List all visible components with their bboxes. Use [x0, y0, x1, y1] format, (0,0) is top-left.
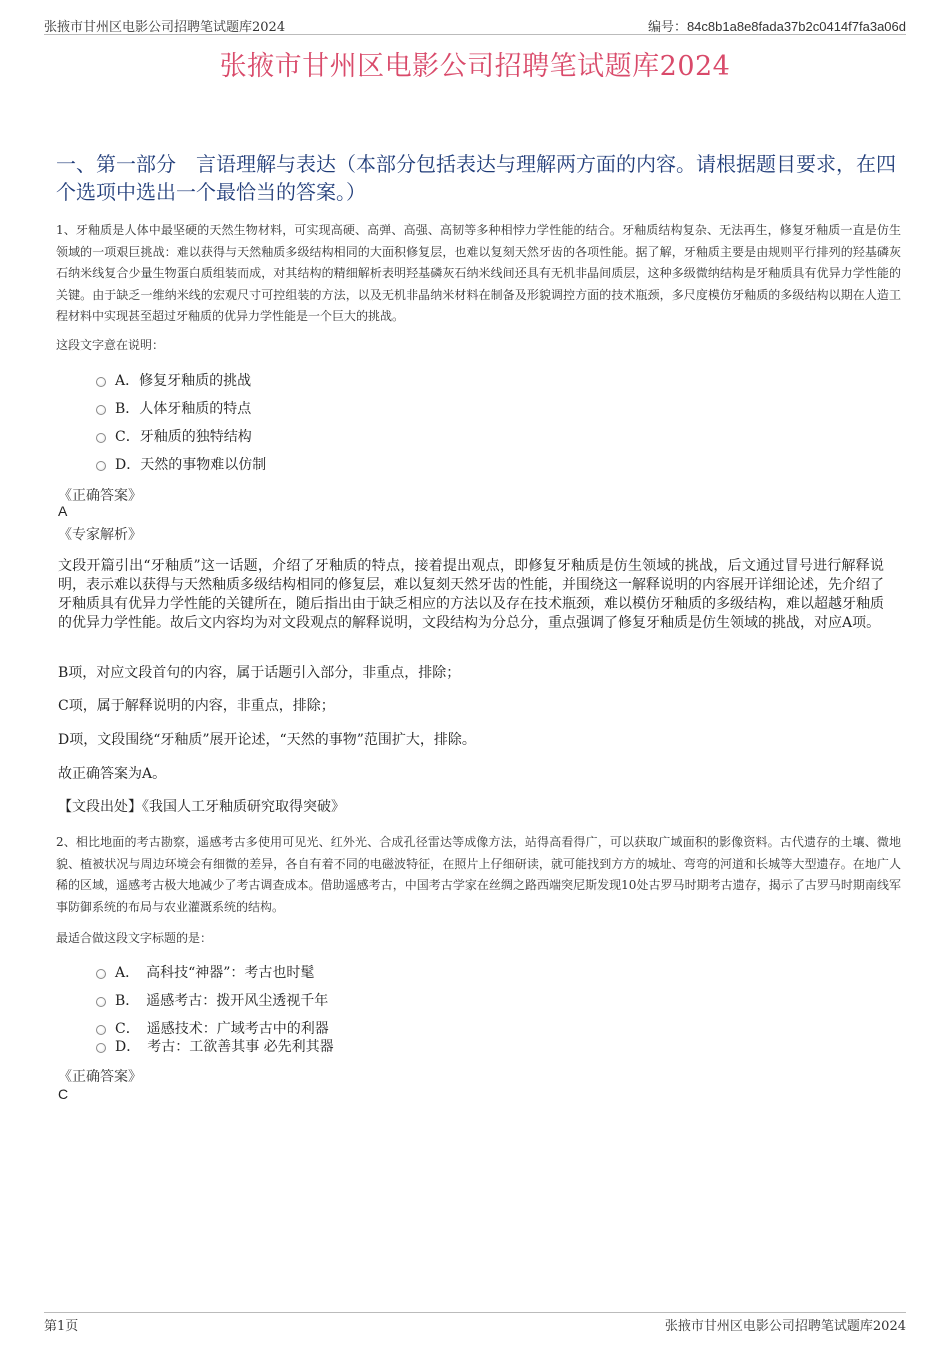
- q1-analysis-conclusion: 故正确答案为A。: [58, 766, 167, 782]
- q1-option-c[interactable]: [96, 426, 252, 446]
- q1-answer-value: A: [58, 503, 68, 519]
- question-1-prompt: 这段文字意在说明：: [56, 338, 165, 352]
- q1-option-b[interactable]: [96, 398, 251, 418]
- header-doc-name: 张掖市甘州区电影公司招聘笔试题库2024: [44, 20, 286, 35]
- page-footer: [44, 1312, 906, 1333]
- q1-option-d[interactable]: [96, 454, 266, 474]
- radio-button-icon[interactable]: [96, 1025, 106, 1035]
- q1-option-d-label: D．天然的事物难以仿制: [115, 457, 267, 473]
- question-2-prompt: 最适合做这段文字标题的是：: [56, 931, 213, 945]
- section-heading: 一、第一部分 言语理解与表达（本部分包括表达与理解两方面的内容。请根据题目要求，在四个选项中选出一个最恰当的答案。）: [56, 152, 896, 204]
- radio-button-icon[interactable]: [96, 377, 106, 387]
- radio-button-icon[interactable]: [96, 969, 106, 979]
- radio-button-icon[interactable]: [96, 433, 106, 443]
- radio-button-icon[interactable]: [96, 1043, 106, 1053]
- q2-answer-value: C: [58, 1086, 69, 1102]
- header-doc-id: 编号：84c8b1a8e8fada37b2c0414f7fa3a06d: [647, 19, 906, 34]
- radio-button-icon[interactable]: [96, 405, 106, 415]
- page-header: [44, 14, 906, 35]
- q2-option-d-label: D． 考古：工欲善其事 必先利其器: [115, 1039, 334, 1055]
- q1-analysis-c: C项，属于解释说明的内容，非重点，排除；: [58, 698, 335, 714]
- q2-option-d[interactable]: [96, 1036, 334, 1056]
- radio-button-icon[interactable]: [96, 997, 106, 1007]
- document-title: 张掖市甘州区电影公司招聘笔试题库2024: [219, 51, 731, 82]
- q2-option-a-label: A． 高科技“神器”：考古也时髦: [115, 965, 315, 981]
- q1-option-a-label: A．修复牙釉质的挑战: [115, 373, 252, 389]
- q1-analysis-b: B项，对应文段首句的内容，属于话题引入部分，非重点，排除；: [58, 665, 461, 681]
- q1-analysis-label: 《专家解析》: [58, 527, 142, 543]
- q1-answer-label: 《正确答案》: [58, 488, 142, 504]
- q2-option-c[interactable]: [96, 1018, 329, 1038]
- q1-option-c-label: C．牙釉质的独特结构: [115, 429, 252, 445]
- q2-option-c-label: C． 遥感技术：广域考古中的利器: [115, 1021, 329, 1037]
- q2-answer-label: 《正确答案》: [58, 1069, 142, 1085]
- q1-analysis-source: 【文段出处】《我国人工牙釉质研究取得突破》: [58, 799, 345, 815]
- question-2-text: 2、相比地面的考古勘察，遥感考古多使用可见光、红外光、合成孔径雷达等成像方法，站得高看得广，可以获取广域面积的影像资料。古代遗存的土壤、微地貌、植被状况与周边环境会有细微的差异，各自有着不同的电磁波特征，在照片上仔细研读，就可能找到方方的城址、弯弯的河道和长城等大型遗存。在地广人稀的区域，遥感考古极大地减少了考古调查成本。借助遥感考古，中国考古学家在丝绸之路西端突尼斯发现10处古罗马时期考古遗存，揭示了古罗马时期南线军事防御系统的布局与农业灌溉系统的结构。: [56, 835, 901, 914]
- q1-analysis-main: 文段开篇引出“牙釉质”这一话题，介绍了牙釉质的特点，接着提出观点，即修复牙釉质是仿生领域的挑战，后文通过冒号进行解释说明，表示难以获得与天然釉质多级结构相同的修复层，难以复刻天然牙齿的性能，并围绕这一解释说明的内容展开详细论述，先介绍了牙釉质具有优异力学性能的关键所在，随后指出由于缺乏相应的方法以及存在技术瓶颈，难以模仿牙釉质的多级结构，难以超越牙釉质的优异力学性能。故后文内容均为对文段观点的解释说明，文段结构为分总分，重点强调了修复牙釉质是仿生领域的挑战，对应A项。: [58, 558, 884, 631]
- q1-option-b-label: B．人体牙釉质的特点: [115, 401, 252, 417]
- footer-page-number: 第1页: [44, 1319, 79, 1334]
- question-1-text: 1、牙釉质是人体中最坚硬的天然生物材料，可实现高硬、高弹、高强、高韧等多种相悖力学性能的结合。牙釉质结构复杂、无法再生，修复牙釉质一直是仿生领域的一项艰巨挑战：难以获得与天然釉质多级结构相同的大面积修复层，也难以复刻天然牙齿的各项性能。据了解，牙釉质主要是由规则平行排列的羟基磷灰石纳米线复合少量生物蛋白质组装而成，对其结构的精细解析表明羟基磷灰石纳米线间还具有无机非晶间质层，这种多级微纳结构是牙釉质具有优异力学性能的关键。由于缺乏一维纳米线的宏观尺寸可控组装的方法，以及无机非晶纳米材料在制备及形貌调控方面的技术瓶颈，多尺度模仿牙釉质的多级结构以期在人造工程材料中实现甚至超过牙釉质的优异力学性能是一个巨大的挑战。: [56, 223, 901, 323]
- q2-option-a[interactable]: [96, 962, 314, 982]
- footer-doc-name: 张掖市甘州区电影公司招聘笔试题库2024: [664, 1319, 906, 1334]
- q2-option-b-label: B． 遥感考古：拨开风尘透视千年: [115, 993, 329, 1009]
- q1-option-a[interactable]: [96, 370, 251, 390]
- radio-button-icon[interactable]: [96, 461, 106, 471]
- q1-analysis-d: D项，文段围绕“牙釉质”展开论述，“天然的事物”范围扩大，排除。: [58, 732, 476, 748]
- q2-option-b[interactable]: [96, 990, 328, 1010]
